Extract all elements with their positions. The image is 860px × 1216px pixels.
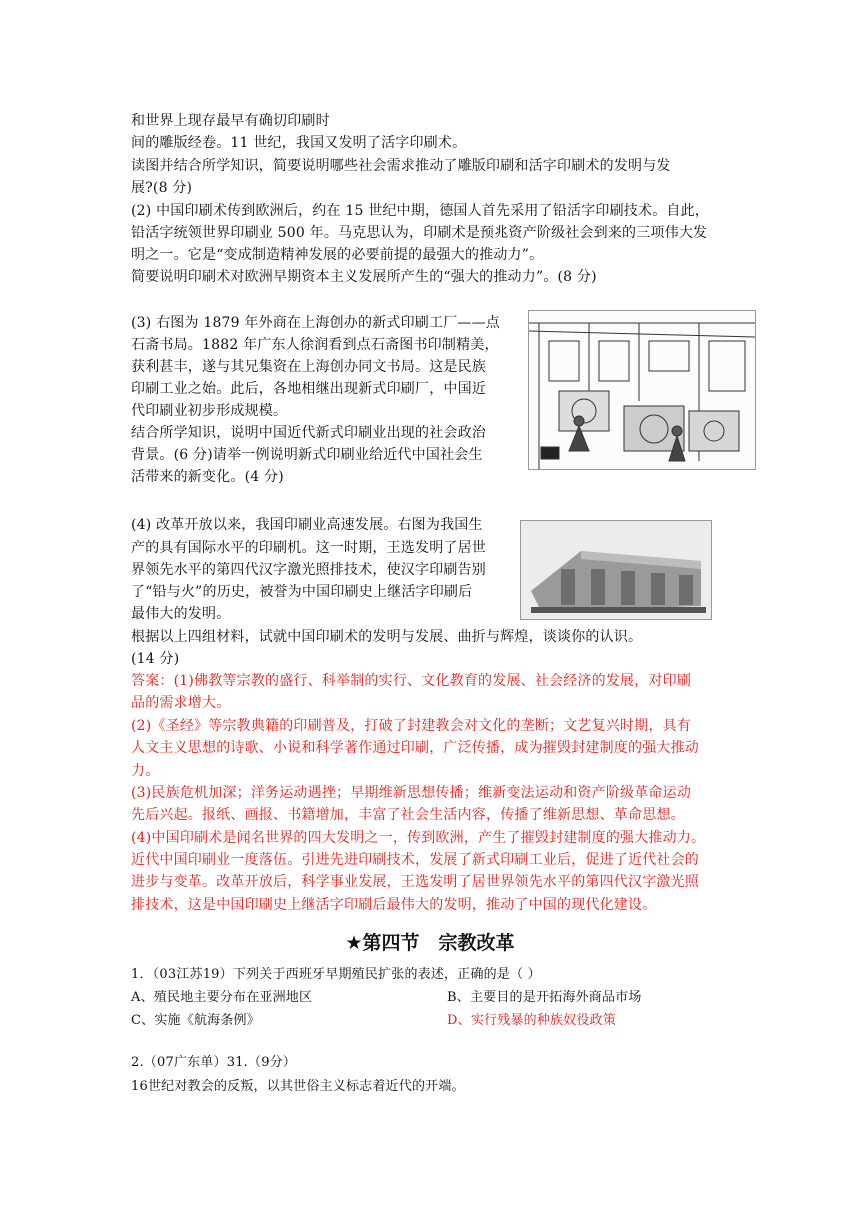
answer-line: (3)民族危机加深；洋务运动遇挫；早期维新思想传播；维新变法运动和资产阶级革命运动: [131, 785, 692, 801]
answer-line: 先后兴起。报纸、画报、书籍增加，丰富了社会生活内容，传播了维新思想、革命思想。: [131, 807, 685, 823]
question-text-line: 和世界上现存最早有确切印刷时: [131, 113, 330, 129]
question-text-line: 简要说明印刷术对欧洲早期资本主义发展所产生的“强大的推动力”。(8 分): [131, 269, 597, 285]
q4-text-line: 了“铅与火”的历史，被誉为中国印刷史上继活字印刷后: [131, 584, 473, 600]
answer-line: 进步与变革。改革开放后，科学事业发展，王选发明了居世界领先水平的第四代汉字激光照: [131, 874, 699, 890]
answer-line: (4)中国印刷术是闻名世界的四大发明之一，传到欧洲，产生了摧毁封建制度的强大推动力。: [131, 830, 706, 846]
q2-stem: 2.（07广东单）31.（9分）: [131, 1055, 297, 1070]
q3-text-line: 代印刷业初步形成规模。: [131, 403, 288, 419]
q1-stem: 1．（03江苏19）下列关于西班牙早期殖民扩张的表述，正确的是（ ）: [131, 967, 541, 982]
q3-text-line: 获利甚丰，遂与其兄集资在上海创办同文书局。这是民族: [131, 359, 486, 375]
q3-text-line: (3) 右图为 1879 年外商在上海创办的新式印刷工厂——点: [131, 315, 501, 331]
q4-text-line: 根据以上四组材料，试就中国印刷术的发明与发展、曲折与辉煌，谈谈你的认识。: [131, 629, 643, 645]
question-text-line: 读图并结合所学知识，简要说明哪些社会需求推动了雕版印刷和活字印刷术的发明与发: [131, 158, 671, 174]
q1-option-a: A、殖民地主要分布在亚洲地区: [131, 990, 313, 1005]
q3-text-line: 活带来的新变化。(4 分): [131, 469, 284, 485]
q1-option-c: C、实施《航海条例》: [131, 1013, 260, 1028]
answer-line: 近代中国印刷业一度落伍。引进先进印刷技术，发展了新式印刷工业后，促进了近代社会的: [131, 852, 699, 868]
answer-line: 力。: [131, 763, 160, 779]
q4-text-line: 最伟大的发明。: [131, 606, 231, 622]
q3-text-line: 石斋书局。1882 年广东人徐润看到点石斋图书印制精美，: [131, 337, 499, 353]
q3-text-line: 结合所学知识，说明中国近代新式印刷业出现的社会政治: [131, 425, 486, 441]
q3-text-line: 背景。(6 分)请举一例说明新式印刷业给近代中国社会生: [131, 447, 483, 463]
answer-line: 人文主义思想的诗歌、小说和科学著作通过印刷，广泛传播，成为摧毁封建制度的强大推动: [131, 740, 699, 756]
answer-line: 排技术，这是中国印刷史上继活字印刷后最伟大的发明，推动了中国的现代化建设。: [131, 897, 657, 913]
question-text-line: 明之一。它是“变成制造精神发展的必要前提的最强大的推动力”。: [131, 247, 544, 263]
answer-line: 答案：(1)佛教等宗教的盛行、科举制的实行、文化教育的发展、社会经济的发展，对印刷: [131, 673, 692, 689]
q4-text-line: (14 分): [131, 651, 180, 667]
question-text-line: 间的雕版经卷。11 世纪，我国又发明了活字印刷术。: [131, 135, 467, 151]
printing-machine-photo: [520, 520, 712, 620]
section-heading: ★第四节 宗教改革: [345, 932, 515, 954]
question-text-line: 铅活字统领世界印刷业 500 年。马克思认为，印刷术是预兆资产阶级社会到来的三项伟大发: [131, 225, 708, 241]
q1-option-b: B、主要目的是开拓海外商品市场: [447, 990, 642, 1005]
printing-factory-illustration: [528, 310, 756, 470]
answer-line: (2)《圣经》等宗教典籍的印刷普及，打破了封建教会对文化的垄断；文艺复兴时期，具有: [131, 718, 692, 734]
q4-text-line: 界领先水平的第四代汉字激光照排技术，使汉字印刷告别: [131, 562, 486, 578]
q4-text-line: 产的具有国际水平的印刷机。这一时期，王选发明了居世: [131, 540, 486, 556]
question-text-line: 展?(8 分): [131, 180, 193, 196]
q2-text: 16世纪对教会的反叛，以其世俗主义标志着近代的开端。: [131, 1079, 465, 1094]
question-text-line: (2) 中国印刷术传到欧洲后，约在 15 世纪中期，德国人首先采用了铅活字印刷技术。自此，: [131, 203, 709, 219]
q3-text-line: 印刷工业之始。此后，各地相继出现新式印刷厂，中国近: [131, 381, 486, 397]
q4-text-line: (4) 改革开放以来，我国印刷业高速发展。右图为我国生: [131, 517, 483, 533]
answer-line: 品的需求增大。: [131, 695, 231, 711]
q1-option-d: D、实行残暴的种族奴役政策: [447, 1013, 617, 1028]
